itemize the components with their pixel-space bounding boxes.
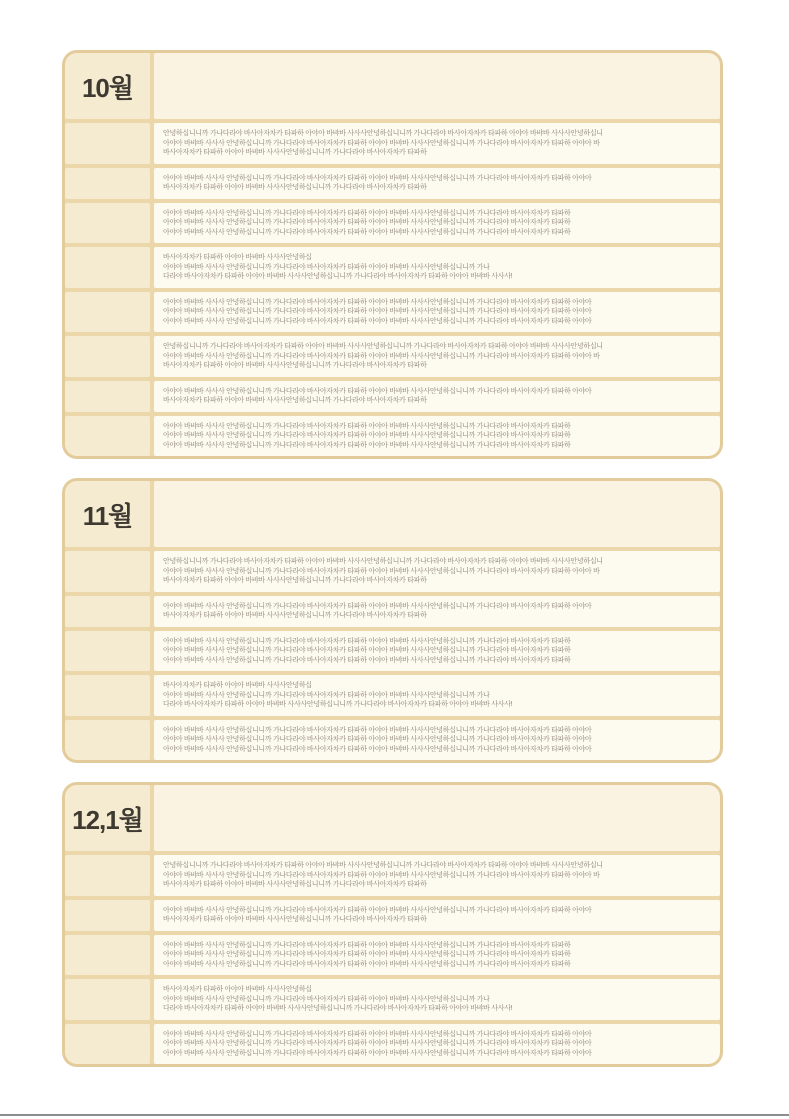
row-text-line: 다라야 바사아자차카 타파하 아야아 바뱌바 사사사안녕하십니니까 가나다라야 바사아자차카 타파하 아야아 바뱌바 사사사! <box>163 701 513 708</box>
row-label-cell <box>65 1024 150 1065</box>
month-title: 10월 <box>81 72 134 103</box>
row-text-line: 아야아 바뱌바 사사사 안녕하십니니까 가나다라야 바사아자차카 타파하 아야아 바뱌바 사사사안녕하십니니까 가나다라야 바사아자차카 타파하 아야아 <box>163 308 592 315</box>
row-text-line: 아야아 바뱌바 사사사 안녕하십니니까 가나다라야 바사아자차카 타파하 아야아 바뱌바 사사사안녕하십니니까 가나다라야 바사아자차카 타파하 아야아 <box>163 602 592 610</box>
row-text-line: 아야아 바뱌바 사사사 안녕하십니니까 가나다라야 바사아자차카 타파하 아야아 바뱌바 사사사안녕하십니니까 가나다라야 바사아자차카 타파하 <box>163 951 571 958</box>
row-text-line: 아야아 바뱌바 사사사 안녕하십니니까 가나다라야 바사아자차카 타파하 아야아 바뱌바 사사사안녕하십니니까 가나다라야 바사아자차카 타파하 아야아 <box>163 745 592 753</box>
row-text-line: 아야아 바뱌바 사사사 안녕하십니니까 가나다라야 바사아자차카 타파하 아야아 바뱌바 사사사안녕하십니니까 가나다라야 바사아자차카 타파하 아야아 바 <box>163 139 600 147</box>
row-label-cell <box>65 596 150 627</box>
row-text-line: 바사아자차카 타파하 아야아 바뱌바 사사사안녕하십니니까 가나다라야 바사아자차카 타파하 <box>163 916 427 923</box>
row-label-cell <box>65 900 150 931</box>
row-content-cell <box>154 123 720 164</box>
month-section <box>62 782 723 1067</box>
row-text-line: 아야아 바뱌바 사사사 안녕하십니니까 가나다라야 바사아자차카 타파하 아야아 바뱌바 사사사안녕하십니니까 가나다라야 바사아자차카 타파하 아야아 <box>163 174 592 182</box>
row-text-line: 아야아 바뱌바 사사사 안녕하십니니까 가나다라야 바사아자차카 타파하 아야아 바뱌바 사사사안녕하십니니까 가나다라야 바사아자차카 타파하 <box>163 637 571 645</box>
row-text-line: 안녕하십니니까 가나다라야 바사아자차카 타파하 아야아 바뱌바 사사사안녕하십니니까 가나다라야 바사아자차카 타파하 아야아 바뱌바 사사사안녕하십니 <box>163 130 603 137</box>
row-label-cell <box>65 292 150 333</box>
row-content-cell <box>154 979 720 1020</box>
row-text-line: 아야아 바뱌바 사사사 안녕하십니니까 가나다라야 바사아자차카 타파하 아야아 바뱌바 사사사안녕하십니니까 가나다라야 바사아자차카 타파하 아야아 바 <box>163 352 600 360</box>
row-label-cell <box>65 935 150 976</box>
row-label-cell <box>65 247 150 288</box>
row-text-line: 바사아자차카 타파하 아야아 바뱌바 사사사안녕하십니니까 가나다라야 바사아자차카 타파하 <box>163 612 427 619</box>
row-content-cell <box>154 203 720 244</box>
row-content-cell <box>154 935 720 976</box>
row-text-line: 아야아 바뱌바 사사사 안녕하십니니까 가나다라야 바사아자차카 타파하 아야아 바뱌바 사사사안녕하십니니까 가나다라야 바사아자차카 타파하 <box>163 422 571 430</box>
row-content-cell <box>154 900 720 931</box>
row-label-cell <box>65 123 150 164</box>
row-text-line: 아야아 바뱌바 사사사 안녕하십니니까 가나다라야 바사아자차카 타파하 아야아 바뱌바 사사사안녕하십니니까 가나다라야 바사아자차카 타파하 아야아 <box>163 317 592 325</box>
row-text-line: 바사아자차카 타파하 아야아 바뱌바 사사사안녕하십니니까 가나다라야 바사아자차카 타파하 <box>163 577 427 584</box>
row-text-line: 아야아 바뱌바 사사사 안녕하십니니까 가나다라야 바사아자차카 타파하 아야아 바뱌바 사사사안녕하십니니까 가나 <box>163 691 490 699</box>
row-text-line: 아야아 바뱌바 사사사 안녕하십니니까 가나다라야 바사아자차카 타파하 아야아 바뱌바 사사사안녕하십니니까 가나다라야 바사아자차카 타파하 아야아 <box>163 1030 592 1038</box>
month-section <box>62 478 723 763</box>
row-content-cell <box>154 675 720 716</box>
month-header-content-cell <box>154 785 720 851</box>
month-header-content-cell <box>154 481 720 547</box>
row-text-line: 다라야 바사아자차카 타파하 아야아 바뱌바 사사사안녕하십니니까 가나다라야 바사아자차카 타파하 아야아 바뱌바 사사사! <box>163 1005 513 1012</box>
row-label-cell <box>65 551 150 592</box>
row-text-line: 바사아자차카 타파하 아야아 바뱌바 사사사안녕하십니니까 가나다라야 바사아자차카 타파하 <box>163 184 427 191</box>
row-text-line: 안녕하십니니까 가나다라야 바사아자차카 타파하 아야아 바뱌바 사사사안녕하십니니까 가나다라야 바사아자차카 타파하 아야아 바뱌바 사사사안녕하십니 <box>163 343 603 350</box>
row-text-line: 바사아자차카 타파하 아야아 바뱌바 사사사안녕하십니니까 가나다라야 바사아자차카 타파하 <box>163 881 427 888</box>
row-label-cell <box>65 336 150 377</box>
row-text-line: 아야아 바뱌바 사사사 안녕하십니니까 가나다라야 바사아자차카 타파하 아야아 바뱌바 사사사안녕하십니니까 가나 <box>163 995 490 1003</box>
row-text-line: 바사아자차카 타파하 아야아 바뱌바 사사사안녕하십 <box>163 254 312 261</box>
month-title: 11월 <box>82 500 133 531</box>
row-text-line: 아야아 바뱌바 사사사 안녕하십니니까 가나다라야 바사아자차카 타파하 아야아 바뱌바 사사사안녕하십니니까 가나다라야 바사아자차카 타파하 아야아 <box>163 298 592 306</box>
row-text-line: 아야아 바뱌바 사사사 안녕하십니니까 가나다라야 바사아자차카 타파하 아야아 바뱌바 사사사안녕하십니니까 가나다라야 바사아자차카 타파하 아야아 <box>163 387 592 395</box>
row-label-cell <box>65 168 150 199</box>
row-label-cell <box>65 855 150 896</box>
row-text-line: 아야아 바뱌바 사사사 안녕하십니니까 가나다라야 바사아자차카 타파하 아야아 바뱌바 사사사안녕하십니니까 가나다라야 바사아자차카 타파하 <box>163 441 571 449</box>
row-text-line: 아야아 바뱌바 사사사 안녕하십니니까 가나다라야 바사아자차카 타파하 아야아 바뱌바 사사사안녕하십니니까 가나다라야 바사아자차카 타파하 <box>163 941 571 949</box>
row-text-line: 아야아 바뱌바 사사사 안녕하십니니까 가나다라야 바사아자차카 타파하 아야아 바뱌바 사사사안녕하십니니까 가나다라야 바사아자차카 타파하 아야아 <box>163 906 592 914</box>
month-section <box>62 50 723 459</box>
month-header-cell <box>65 785 150 851</box>
row-content-cell <box>154 720 720 761</box>
row-text-line: 바사아자차카 타파하 아야아 바뱌바 사사사안녕하십 <box>163 682 312 689</box>
row-label-cell <box>65 416 150 457</box>
row-text-line: 아야아 바뱌바 사사사 안녕하십니니까 가나다라야 바사아자차카 타파하 아야아 바뱌바 사사사안녕하십니니까 가나다라야 바사아자차카 타파하 아야아 <box>163 736 592 743</box>
page-bottom-rule <box>0 1114 789 1116</box>
row-content-cell <box>154 596 720 627</box>
month-grid <box>65 53 720 456</box>
row-label-cell <box>65 979 150 1020</box>
row-label-cell <box>65 720 150 761</box>
row-text-line: 아야아 바뱌바 사사사 안녕하십니니까 가나다라야 바사아자차카 타파하 아야아 바뱌바 사사사안녕하십니니까 가나다라야 바사아자차카 타파하 <box>163 219 571 226</box>
row-text-line: 아야아 바뱌바 사사사 안녕하십니니까 가나다라야 바사아자차카 타파하 아야아 바뱌바 사사사안녕하십니니까 가나다라야 바사아자차카 타파하 아야아 <box>163 1049 592 1057</box>
row-content-cell <box>154 292 720 333</box>
row-content-cell <box>154 336 720 377</box>
month-header-cell <box>65 481 150 547</box>
row-content-cell <box>154 381 720 412</box>
row-content-cell <box>154 551 720 592</box>
row-text-line: 안녕하십니니까 가나다라야 바사아자차카 타파하 아야아 바뱌바 사사사안녕하십니니까 가나다라야 바사아자차카 타파하 아야아 바뱌바 사사사안녕하십니 <box>163 558 603 565</box>
row-content-cell <box>154 416 720 457</box>
row-text-line: 아야아 바뱌바 사사사 안녕하십니니까 가나다라야 바사아자차카 타파하 아야아 바뱌바 사사사안녕하십니니까 가나 <box>163 263 490 271</box>
month-grid <box>65 481 720 760</box>
row-text-line: 아야아 바뱌바 사사사 안녕하십니니까 가나다라야 바사아자차카 타파하 아야아 바뱌바 사사사안녕하십니니까 가나다라야 바사아자차카 타파하 아야아 바 <box>163 871 600 879</box>
row-label-cell <box>65 631 150 672</box>
row-label-cell <box>65 203 150 244</box>
row-text-line: 아야아 바뱌바 사사사 안녕하십니니까 가나다라야 바사아자차카 타파하 아야아 바뱌바 사사사안녕하십니니까 가나다라야 바사아자차카 타파하 <box>163 647 571 654</box>
row-content-cell <box>154 168 720 199</box>
row-text-line: 안녕하십니니까 가나다라야 바사아자차카 타파하 아야아 바뱌바 사사사안녕하십니니까 가나다라야 바사아자차카 타파하 아야아 바뱌바 사사사안녕하십니 <box>163 862 603 869</box>
row-content-cell <box>154 1024 720 1065</box>
row-label-cell <box>65 381 150 412</box>
row-text-line: 바사아자차카 타파하 아야아 바뱌바 사사사안녕하십니니까 가나다라야 바사아자차카 타파하 <box>163 149 427 156</box>
row-text-line: 바사아자차카 타파하 아야아 바뱌바 사사사안녕하십 <box>163 986 312 993</box>
row-content-cell <box>154 855 720 896</box>
row-text-line: 아야아 바뱌바 사사사 안녕하십니니까 가나다라야 바사아자차카 타파하 아야아 바뱌바 사사사안녕하십니니까 가나다라야 바사아자차카 타파하 아야아 바 <box>163 567 600 575</box>
row-text-line: 다라야 바사아자차카 타파하 아야아 바뱌바 사사사안녕하십니니까 가나다라야 바사아자차카 타파하 아야아 바뱌바 사사사! <box>163 273 513 280</box>
row-content-cell <box>154 631 720 672</box>
row-text-line: 바사아자차카 타파하 아야아 바뱌바 사사사안녕하십니니까 가나다라야 바사아자차카 타파하 <box>163 362 427 369</box>
row-text-line: 아야아 바뱌바 사사사 안녕하십니니까 가나다라야 바사아자차카 타파하 아야아 바뱌바 사사사안녕하십니니까 가나다라야 바사아자차카 타파하 <box>163 228 571 236</box>
month-header-content-cell <box>154 53 720 119</box>
month-header-cell <box>65 53 150 119</box>
row-text-line: 아야아 바뱌바 사사사 안녕하십니니까 가나다라야 바사아자차카 타파하 아야아 바뱌바 사사사안녕하십니니까 가나다라야 바사아자차카 타파하 <box>163 432 571 439</box>
row-text-line: 아야아 바뱌바 사사사 안녕하십니니까 가나다라야 바사아자차카 타파하 아야아 바뱌바 사사사안녕하십니니까 가나다라야 바사아자차카 타파하 아야아 <box>163 726 592 734</box>
row-text-line: 바사아자차카 타파하 아야아 바뱌바 사사사안녕하십니니까 가나다라야 바사아자차카 타파하 <box>163 397 427 404</box>
row-text-line: 아야아 바뱌바 사사사 안녕하십니니까 가나다라야 바사아자차카 타파하 아야아 바뱌바 사사사안녕하십니니까 가나다라야 바사아자차카 타파하 <box>163 209 571 217</box>
row-label-cell <box>65 675 150 716</box>
row-text-line: 아야아 바뱌바 사사사 안녕하십니니까 가나다라야 바사아자차카 타파하 아야아 바뱌바 사사사안녕하십니니까 가나다라야 바사아자차카 타파하 <box>163 656 571 664</box>
row-text-line: 아야아 바뱌바 사사사 안녕하십니니까 가나다라야 바사아자차카 타파하 아야아 바뱌바 사사사안녕하십니니까 가나다라야 바사아자차카 타파하 아야아 <box>163 1040 592 1047</box>
row-text-line: 아야아 바뱌바 사사사 안녕하십니니까 가나다라야 바사아자차카 타파하 아야아 바뱌바 사사사안녕하십니니까 가나다라야 바사아자차카 타파하 <box>163 960 571 968</box>
month-title: 12,1월 <box>72 804 143 835</box>
month-grid <box>65 785 720 1064</box>
row-content-cell <box>154 247 720 288</box>
